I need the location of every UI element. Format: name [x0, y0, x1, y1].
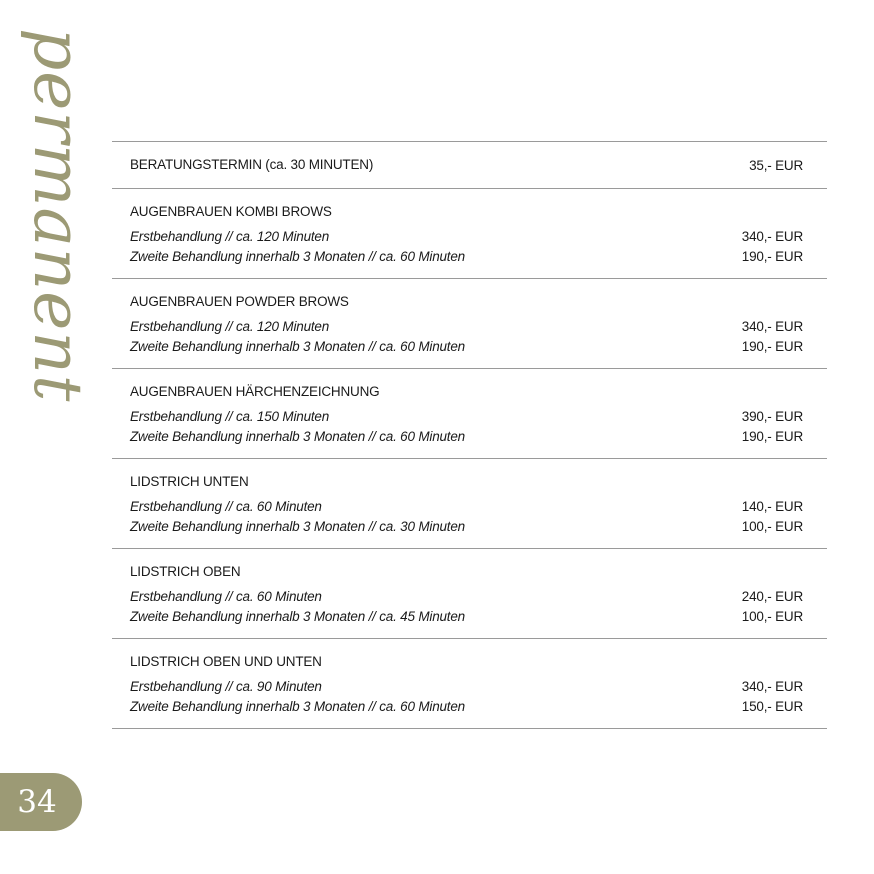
- price-line-description: Zweite Behandlung innerhalb 3 Monaten // ca. 60 Minuten: [130, 699, 465, 714]
- page-number: 34: [17, 784, 57, 820]
- divider: [112, 728, 827, 729]
- service-title: AUGENBRAUEN POWDER BROWS: [130, 294, 349, 309]
- price-line-amount: 100,- EUR: [741, 519, 803, 534]
- price-line: [130, 697, 803, 717]
- price-line-description: Zweite Behandlung innerhalb 3 Monaten // ca. 60 Minuten: [130, 249, 465, 264]
- price-line: [130, 607, 803, 627]
- page-number-badge: [0, 773, 82, 831]
- price-line-description: Zweite Behandlung innerhalb 3 Monaten // ca. 60 Minuten: [130, 429, 465, 444]
- service-title: AUGENBRAUEN HÄRCHENZEICHNUNG: [130, 384, 380, 399]
- service-lidstrich-unten: [112, 459, 827, 548]
- price-line: [130, 427, 803, 447]
- service-haerchenzeichnung: [112, 369, 827, 458]
- price-line-description: Erstbehandlung // ca. 120 Minuten: [130, 319, 330, 334]
- price-line-description: Zweite Behandlung innerhalb 3 Monaten // ca. 30 Minuten: [130, 519, 465, 534]
- service-price: 35,- EUR: [749, 157, 803, 173]
- service-consultation: [112, 142, 827, 188]
- price-line-amount: 240,- EUR: [741, 589, 803, 604]
- service-title: LIDSTRICH OBEN: [130, 564, 241, 579]
- service-title: LIDSTRICH OBEN UND UNTEN: [130, 654, 322, 669]
- price-line-description: Erstbehandlung // ca. 90 Minuten: [130, 679, 322, 694]
- script-title: permanent: [19, 28, 96, 403]
- price-line-description: Zweite Behandlung innerhalb 3 Monaten // ca. 45 Minuten: [130, 609, 465, 624]
- price-line-description: Erstbehandlung // ca. 120 Minuten: [130, 229, 330, 244]
- service-lidstrich-oben: [112, 549, 827, 638]
- price-list: [112, 141, 827, 729]
- service-title: LIDSTRICH UNTEN: [130, 474, 249, 489]
- price-line: [130, 247, 803, 267]
- price-line: [130, 677, 803, 697]
- price-line: [130, 497, 803, 517]
- price-line: [130, 227, 803, 247]
- service-powder-brows: [112, 279, 827, 368]
- service-title: BERATUNGSTERMIN (ca. 30 MINUTEN): [130, 157, 374, 172]
- price-line-amount: 150,- EUR: [741, 699, 803, 714]
- price-line-description: Erstbehandlung // ca. 60 Minuten: [130, 589, 322, 604]
- price-line-amount: 340,- EUR: [741, 319, 803, 334]
- service-lidstrich-oben-unten: [112, 639, 827, 728]
- service-title: AUGENBRAUEN KOMBI BROWS: [130, 204, 332, 219]
- price-line-amount: 140,- EUR: [741, 499, 803, 514]
- price-line: [130, 337, 803, 357]
- price-line-amount: 390,- EUR: [741, 409, 803, 424]
- price-line-description: Zweite Behandlung innerhalb 3 Monaten // ca. 60 Minuten: [130, 339, 465, 354]
- price-line-amount: 190,- EUR: [741, 429, 803, 444]
- price-line-description: Erstbehandlung // ca. 150 Minuten: [130, 409, 330, 424]
- price-line-amount: 340,- EUR: [741, 679, 803, 694]
- price-line: [130, 517, 803, 537]
- price-line-amount: 190,- EUR: [741, 339, 803, 354]
- price-line-amount: 340,- EUR: [741, 229, 803, 244]
- price-line-description: Erstbehandlung // ca. 60 Minuten: [130, 499, 322, 514]
- price-line-amount: 100,- EUR: [741, 609, 803, 624]
- price-line-amount: 190,- EUR: [741, 249, 803, 264]
- service-kombi-brows: [112, 189, 827, 278]
- price-line: [130, 587, 803, 607]
- price-line: [130, 317, 803, 337]
- price-line: [130, 407, 803, 427]
